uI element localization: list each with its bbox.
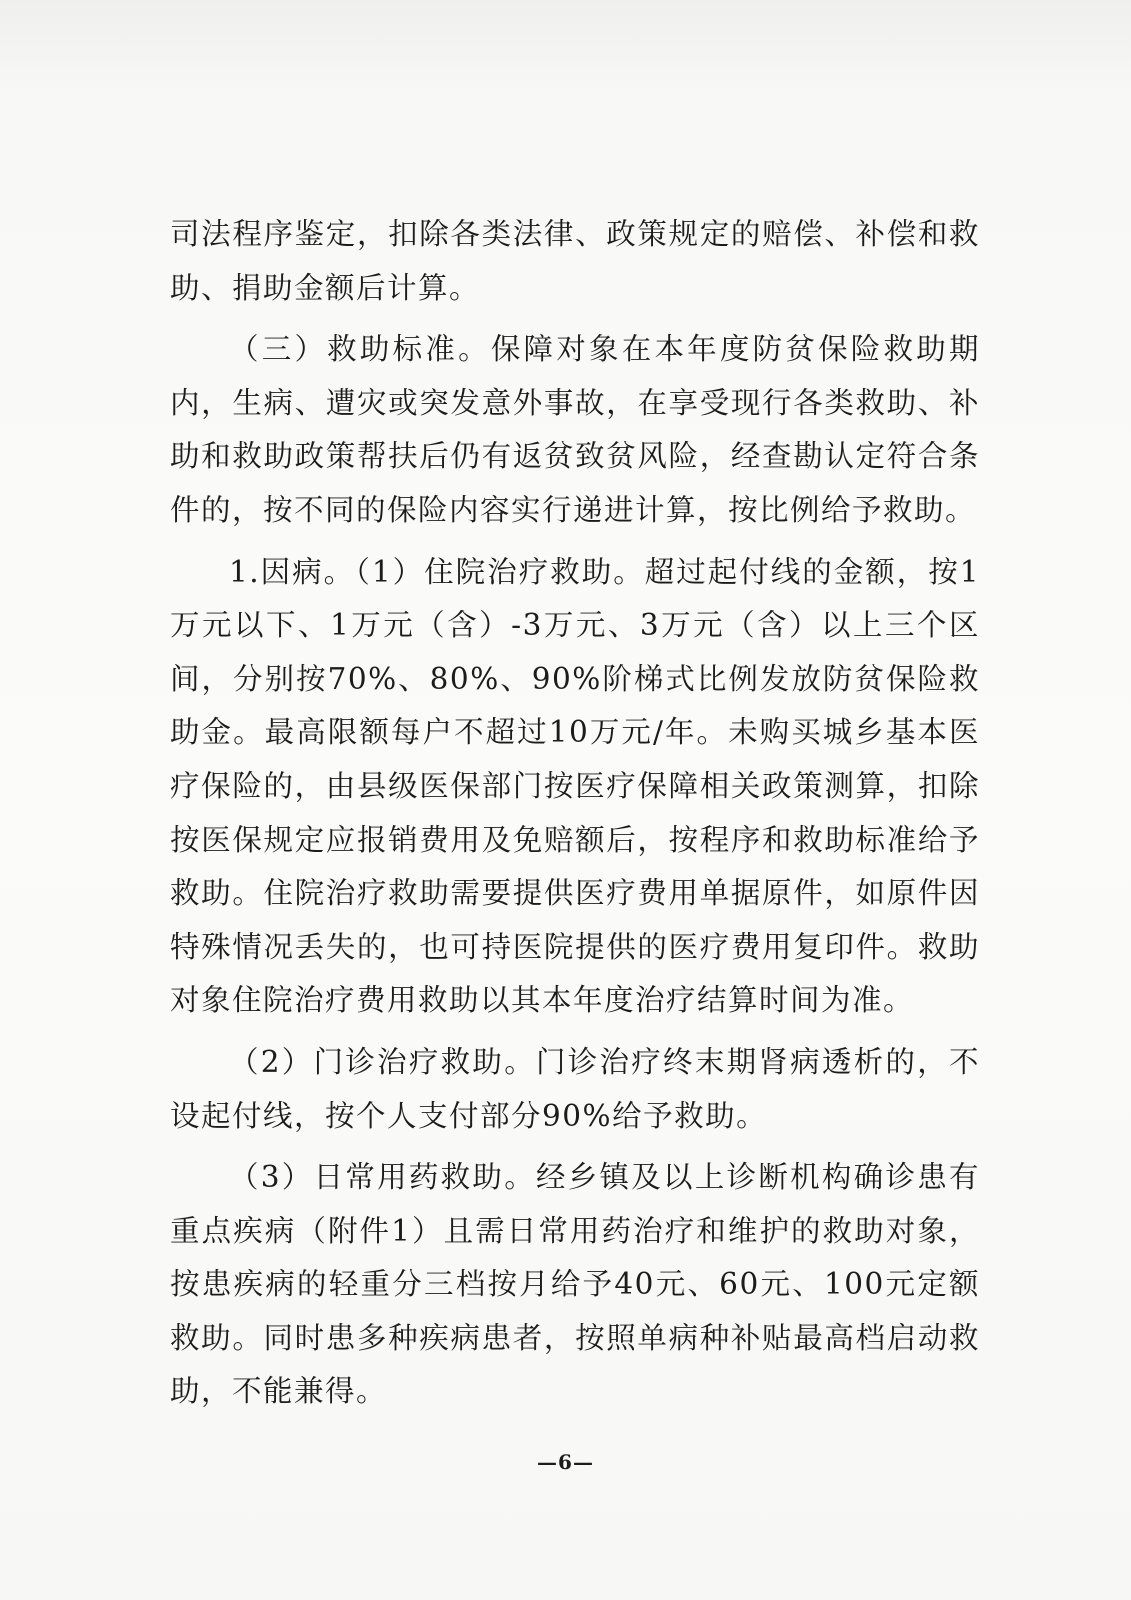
paragraph-illness-hospitalization: 1.因病。（1）住院治疗救助。超过起付线的金额，按1万元以下、1万元（含）-3万元、3万元（含）以上三个区间，分别按70%、80%、90%阶梯式比例发放防贫保险救助金。最高限额每户不超过10万元/年。未购买城乡基本医疗保险的，由县级医保部门按医疗保障相关政策测算，扣除按医保规定应报销费用及免赔额后，按程序和救助标准给予救助。住院治疗救助需要提供医疗费用单据原件，如原件因特殊情况丢失的，也可持医院提供的医疗费用复印件。救助对象住院治疗费用救助以其本年度治疗结算时间为准。 — [170, 554, 980, 1018]
paragraph-rescue-standard: （三）救助标准。保障对象在本年度防贫保险救助期内，生病、遭灾或突发意外事故，在享受现行各类救助、补助和救助政策帮扶后仍有返贫致贫风险，经查勘认定符合条件的，按不同的保险内容实行递进计算，按比例给予救助。 — [170, 332, 980, 527]
paragraph-continuation: 司法程序鉴定，扣除各类法律、政策规定的赔偿、补偿和救助、捐助金额后计算。 — [170, 217, 980, 305]
paragraph-daily-medication-rescue: （3）日常用药救助。经乡镇及以上诊断机构确诊患有重点疾病（附件1）且需日常用药治疗和维护的救助对象，按患疾病的轻重分三档按月给予40元、60元、100元定额救助。同时患多种疾病患者，按照单病种补贴最高档启动救助，不能兼得。 — [170, 1160, 980, 1409]
paragraph-outpatient-rescue: （2）门诊治疗救助。门诊治疗终末期肾病透析的，不设起付线，按个人支付部分90%给予救助。 — [170, 1044, 980, 1133]
document-body — [170, 208, 980, 1427]
page-number: —6— — [537, 1450, 594, 1474]
